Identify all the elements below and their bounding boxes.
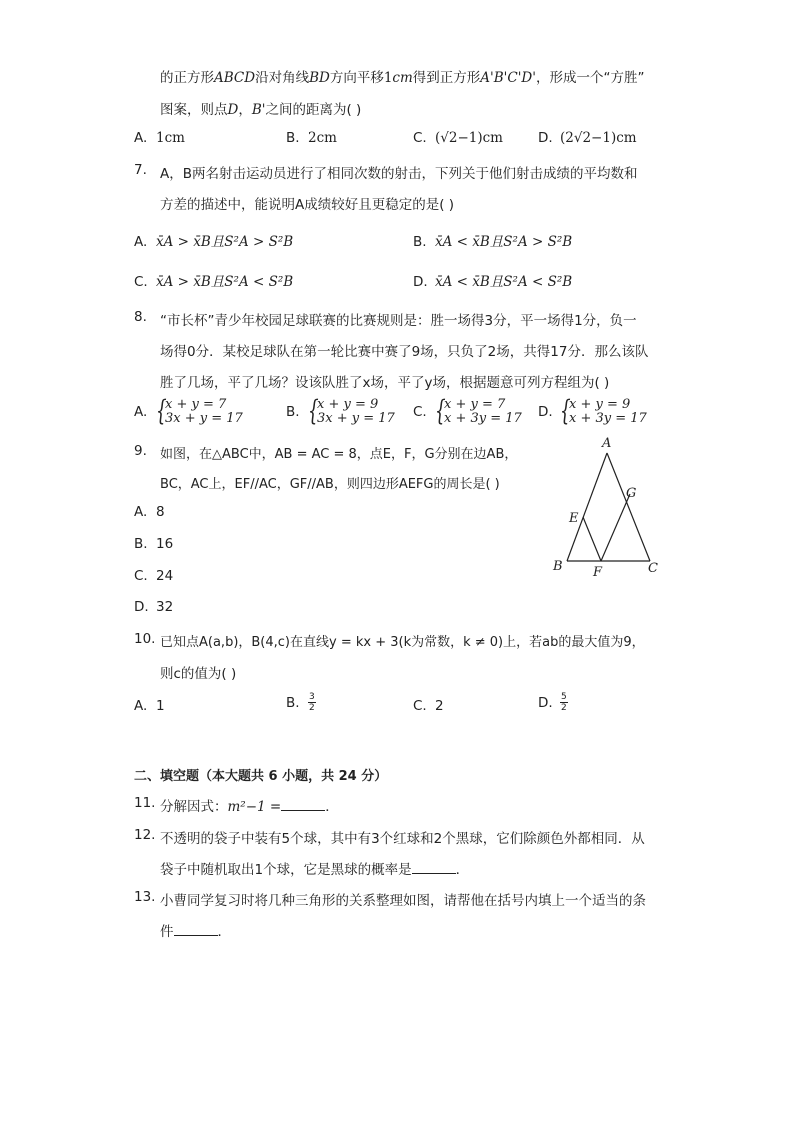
- q13-line2: 件 ．: [160, 924, 231, 940]
- q9-option-a[interactable]: A. 8: [134, 504, 165, 520]
- q6-line2: 图案，则点D，B'之间的距离为( ): [160, 102, 362, 118]
- q9-option-b[interactable]: B. 16: [134, 536, 174, 552]
- q7-option-c[interactable]: C. x̄A > x̄B且S²A < S²B: [134, 274, 294, 290]
- q6-option-a[interactable]: A. 1cm: [134, 130, 185, 146]
- q10-number: 10.: [134, 631, 156, 647]
- q9-number: 9.: [134, 443, 147, 459]
- q13-line1: 小曹同学复习时将几种三角形的关系整理如图，请帮他在括号内填上一个适当的条: [160, 893, 646, 909]
- q8-number: 8.: [134, 309, 147, 325]
- q6-option-d[interactable]: D. (2√2−1)cm: [538, 130, 637, 146]
- brace-icon: {: [156, 394, 167, 427]
- q8-line1: “市长杯”青少年校园足球联赛的比赛规则是：胜一场得3分，平一场得1分，负一: [160, 313, 637, 329]
- q9-line1: 如图，在△ABC中，AB = AC = 8，点E，F，G分别在边AB，: [160, 447, 518, 462]
- q6-option-c[interactable]: C. (√2−1)cm: [413, 130, 503, 146]
- label-g: G: [626, 486, 637, 501]
- answer-blank[interactable]: [174, 923, 218, 936]
- q10-option-c[interactable]: C. 2: [413, 698, 444, 714]
- q10-line2: 则c的值为( ): [160, 666, 237, 682]
- label-c: C: [648, 561, 658, 576]
- q12-line1: 不透明的袋子中装有5个球，其中有3个红球和2个黑球，它们除颜色外都相同．从: [160, 831, 645, 847]
- label-a: A: [602, 436, 612, 451]
- q7-line2: 方差的描述中，能说明A成绩较好且更稳定的是( ): [160, 197, 455, 213]
- label-e: E: [569, 511, 579, 526]
- brace-icon: {: [560, 394, 571, 427]
- edge-ac: [607, 453, 650, 561]
- brace-icon: {: [308, 394, 319, 427]
- q10-line1: 已知点A(a,b)，B(4,c)在直线y = kx + 3(k为常数，k ≠ 0)上，若ab的最大值为9，: [160, 635, 645, 650]
- q6-line1: 的正方形ABCD沿对角线BD方向平移1cm得到正方形A'B'C'D'，形成一个“方胜”: [160, 70, 645, 86]
- fraction: $\frac{5}{2}$: [561, 692, 567, 713]
- q11-number: 11.: [134, 795, 156, 811]
- q9-option-d[interactable]: D. 32: [134, 599, 174, 615]
- equation-system: { x + y = 9 3x + y = 17: [308, 394, 395, 427]
- section-2-heading: 二、填空题（本大题共 6 小题，共 24 分）: [134, 769, 388, 784]
- q11-line: 分解因式：m²−1 = ．: [160, 799, 339, 815]
- q8-line2: 场得0分．某校足球队在第一轮比赛中赛了9场，只负了2场，共得17分．那么该队: [160, 344, 649, 360]
- q10-option-b[interactable]: B. $\frac{3}{2}$: [286, 692, 315, 713]
- q7-option-b[interactable]: B. x̄A < x̄B且S²A > S²B: [413, 234, 573, 250]
- fraction: $\frac{3}{2}$: [309, 692, 315, 713]
- q10-option-a[interactable]: A. 1: [134, 698, 165, 714]
- q7-line1: A，B两名射击运动员进行了相同次数的射击，下列关于他们射击成绩的平均数和: [160, 166, 638, 182]
- q9-option-c[interactable]: C. 24: [134, 568, 174, 584]
- equation-system: { x + y = 7 3x + y = 17: [156, 394, 243, 427]
- equation-system: { x + y = 9 x + 3y = 17: [560, 394, 647, 427]
- segment-ef: [583, 517, 601, 561]
- answer-blank[interactable]: [281, 798, 325, 811]
- q7-number: 7.: [134, 162, 147, 178]
- q8-option-b[interactable]: B. { x + y = 9 3x + y = 17: [286, 394, 395, 427]
- edge-ab: [567, 453, 607, 561]
- q8-option-d[interactable]: D. { x + y = 9 x + 3y = 17: [538, 394, 647, 427]
- brace-icon: {: [435, 394, 446, 427]
- q8-line3: 胜了几场，平了几场？设该队胜了x场，平了y场，根据题意可列方程组为( ): [160, 375, 610, 391]
- q8-option-c[interactable]: C. { x + y = 7 x + 3y = 17: [413, 394, 522, 427]
- label-b: B: [553, 559, 563, 574]
- q13-number: 13.: [134, 889, 156, 905]
- q12-line2: 袋子中随机取出1个球，它是黑球的概率是 ．: [160, 862, 470, 878]
- equation-system: { x + y = 7 x + 3y = 17: [435, 394, 522, 427]
- q7-option-a[interactable]: A. x̄A > x̄B且S²A > S²B: [134, 234, 294, 250]
- q7-option-d[interactable]: D. x̄A < x̄B且S²A < S²B: [413, 274, 573, 290]
- label-f: F: [593, 565, 603, 580]
- q10-option-d[interactable]: D. $\frac{5}{2}$: [538, 692, 567, 713]
- segment-fg: [601, 494, 630, 561]
- triangle-figure: [540, 430, 680, 580]
- q9-line2: BC，AC上，EF//AC，GF//AB，则四边形AEFG的周长是( ): [160, 477, 500, 492]
- q6-option-b[interactable]: B. 2cm: [286, 130, 337, 146]
- q8-option-a[interactable]: A. { x + y = 7 3x + y = 17: [134, 394, 243, 427]
- answer-blank[interactable]: [412, 861, 456, 874]
- q12-number: 12.: [134, 827, 156, 843]
